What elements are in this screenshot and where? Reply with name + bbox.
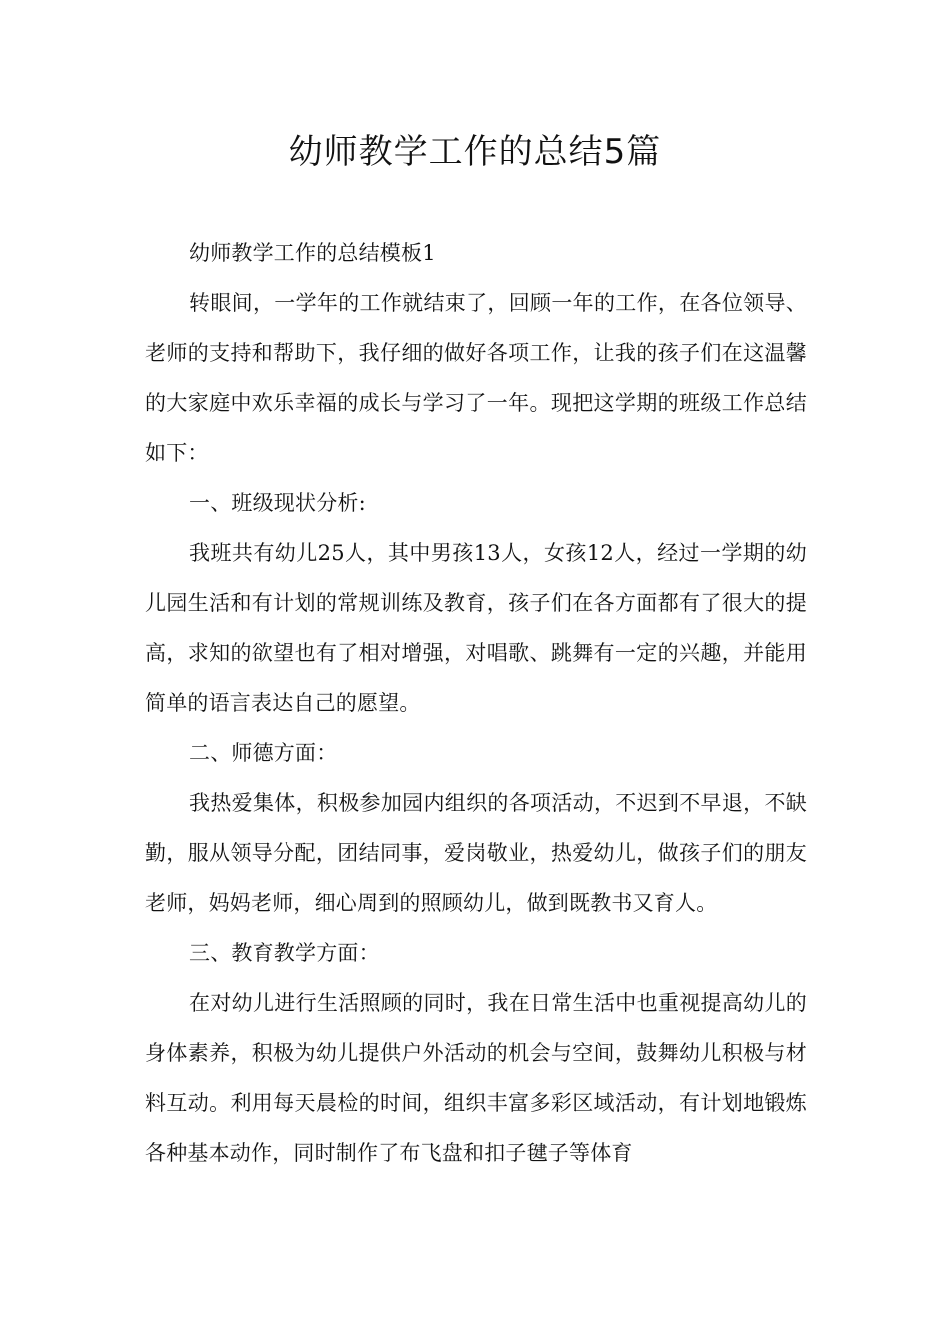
heading-teaching: 三、教育教学方面：: [189, 941, 380, 965]
teaching-paragraph: 在对幼儿进行生活照顾的同时，我在日常生活中也重视提高幼儿的身体素养，积极为幼儿提供户外活动的机会与空间，鼓舞幼儿积极与材料互动。利用每天晨检的时间，组织丰富多彩区域活动，有计划地锻炼各种基本动作，同时制作了布飞盘和扣子毽子等体育: [145, 991, 807, 1165]
section-subtitle: 幼师教学工作的总结模板1: [189, 241, 436, 265]
heading-class-analysis: 一、班级现状分析:: [189, 491, 366, 515]
teacher-ethics-paragraph: 我热爱集体，积极参加园内组织的各项活动，不迟到不早退，不缺勤，服从领导分配，团结同事，爱岗敬业，热爱幼儿，做孩子们的朋友老师，妈妈老师，细心周到的照顾幼儿，做到既教书又育人。: [145, 791, 807, 915]
document-body: [145, 228, 807, 1178]
class-analysis-paragraph: 我班共有幼儿25人，其中男孩13人，女孩12人，经过一学期的幼儿园生活和有计划的常规训练及教育，孩子们在各方面都有了很大的提高，求知的欲望也有了相对增强，对唱歌、跳舞有一定的兴趣，并能用简单的语言表达自己的愿望。: [145, 541, 807, 715]
intro-paragraph: 转眼间，一学年的工作就结束了，回顾一年的工作，在各位领导、老师的支持和帮助下，我仔细的做好各项工作，让我的孩子们在这温馨的大家庭中欢乐幸福的成长与学习了一年。现把这学期的班级工作总结如下：: [145, 291, 807, 465]
document-title: 幼师教学工作的总结5篇: [288, 132, 662, 172]
heading-teacher-ethics: 二、师德方面：: [189, 741, 338, 765]
